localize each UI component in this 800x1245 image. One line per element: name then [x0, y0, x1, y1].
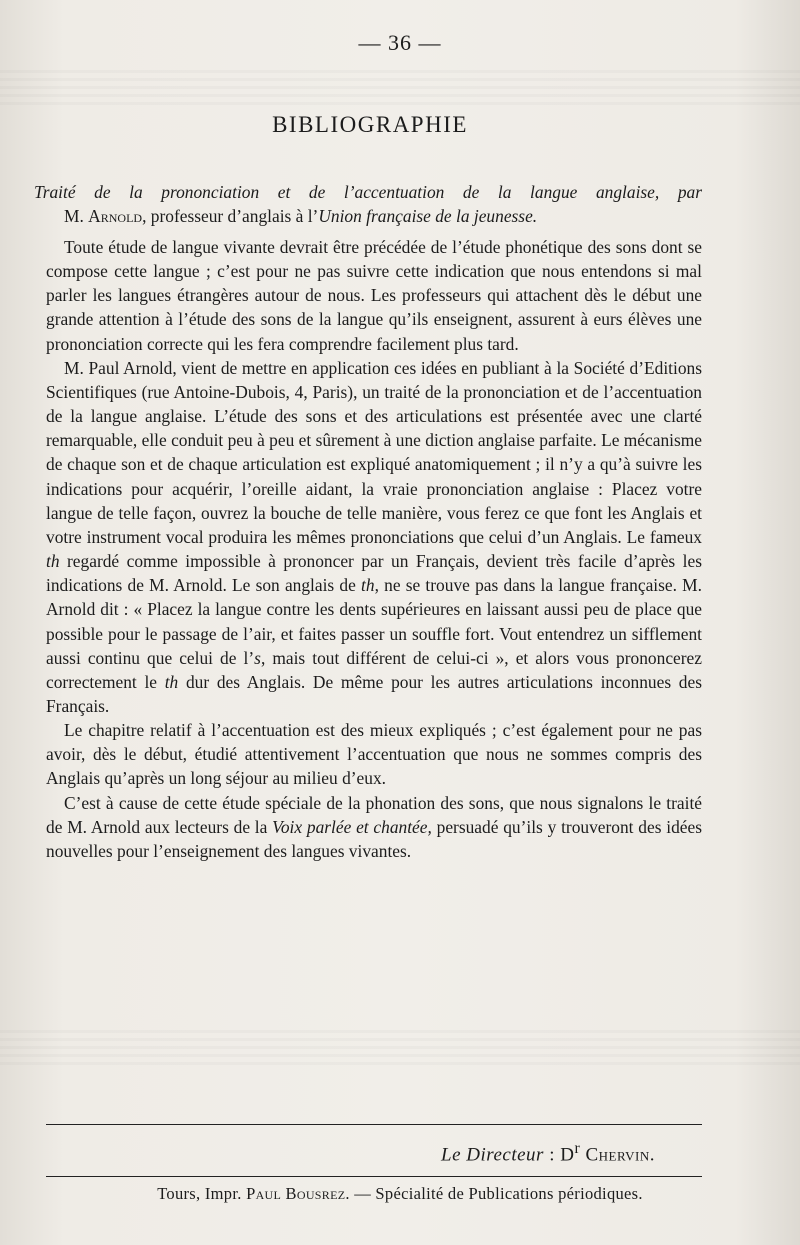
paragraph: Le chapitre relatif à l’accentuation est des mieux expliqués ; c’est également pour ne pas avoir, dès le début, étudié attentivement l’accentuation que nous ne sommes compris des Anglais qu’après un long séjour au milieu d’eux.	[46, 720, 702, 789]
author-name: Arnold	[88, 206, 143, 226]
book-author-line: M. Arnold, professeur d’anglais à l’Union française de la jeunesse.	[64, 206, 538, 226]
printer-footer: Tours, Impr. Paul Bousrez. — Spécialité de Publications périodiques.	[157, 1184, 643, 1203]
divider-rule	[46, 1176, 702, 1177]
paragraph: C’est à cause de cette étude spéciale de la phonation des sons, que nous signalons le traité de M. Arnold aux lecteurs de la Voix parlée et chantée, persuadé qu’ils y trouveront des idées nouvelles pour l’enseignement des langues vivantes.	[46, 792, 702, 861]
institution-name: Union française de la jeunesse.	[318, 206, 538, 226]
review-body	[46, 235, 702, 863]
book-citation	[34, 180, 704, 228]
divider-rule	[46, 1124, 702, 1125]
paragraph: Toute étude de langue vivante devrait être précédée de l’étude phonétique des sons dont se compose cette langue ; c’est pour ne pas suivre cette indication que nous entendons si mal parler les langues étrangères autour de nous. Les professeurs qui attachent dès le début une grande attention à l’étude des sons de la langue qu’ils enseignent, assurent à eurs élèves une prononciation correcte qui les fera comprendre facilement plus tard.	[46, 237, 702, 354]
printer-name: Paul Bousrez	[246, 1184, 346, 1203]
paragraph: M. Paul Arnold, vient de mettre en application ces idées en publiant à la Société d’Editions Scientifiques (rue Antoine-Dubois, 4, Paris), un traité de la prononciation et de l’accentuation de la langue anglaise. L’étude des sons et des articulations est présentée avec une clarté remarquable, elle conduit peu à peu et sûrement à une diction anglaise parfaite. Le mécanisme de chaque son et de chaque articulation est expliqué anatomiquement ; il n’y a qu’à suivre les indications pour acquérir, l’oreille aidant, la vraie prononciation anglaise : Placez votre langue de telle façon, ouvrez la bouche de telle manière, vous ferez ce que font les Anglais et votre instrument vocal produira les mêmes prononciations que celui d’un Anglais. Le fameux th regardé comme impossible à prononcer par un Français, devient très facile d’après les indications de M. Arnold. Le son anglais de th, ne se trouve pas dans la langue française. M. Arnold dit : « Placez la langue contre les dents supérieures en laissant aussi peu de place que possible pour le passage de l’air, et faites passer un souffle fort. Vout entendrez un sifflement aussi continu que celui de l’s, mais tout différent de celui-ci », et alors vous prononcerez correctement le th dur des Anglais. De même pour les autres articulations inconnues des Français.	[46, 357, 702, 716]
bleed-through-texture	[0, 70, 800, 110]
signature: Le Directeur : $D^r$ Chervin.	[441, 1140, 655, 1166]
section-heading: BIBLIOGRAPHIE	[272, 112, 468, 137]
journal-title: Voix parlée et chantée,	[272, 816, 432, 837]
director-name: Chervin.	[580, 1144, 655, 1166]
bleed-through-texture	[0, 1030, 800, 1070]
book-title: Traité de la prononciation et de l’accentuation de la langue anglaise, par	[34, 182, 702, 202]
page-number: — 36 —	[358, 30, 442, 55]
